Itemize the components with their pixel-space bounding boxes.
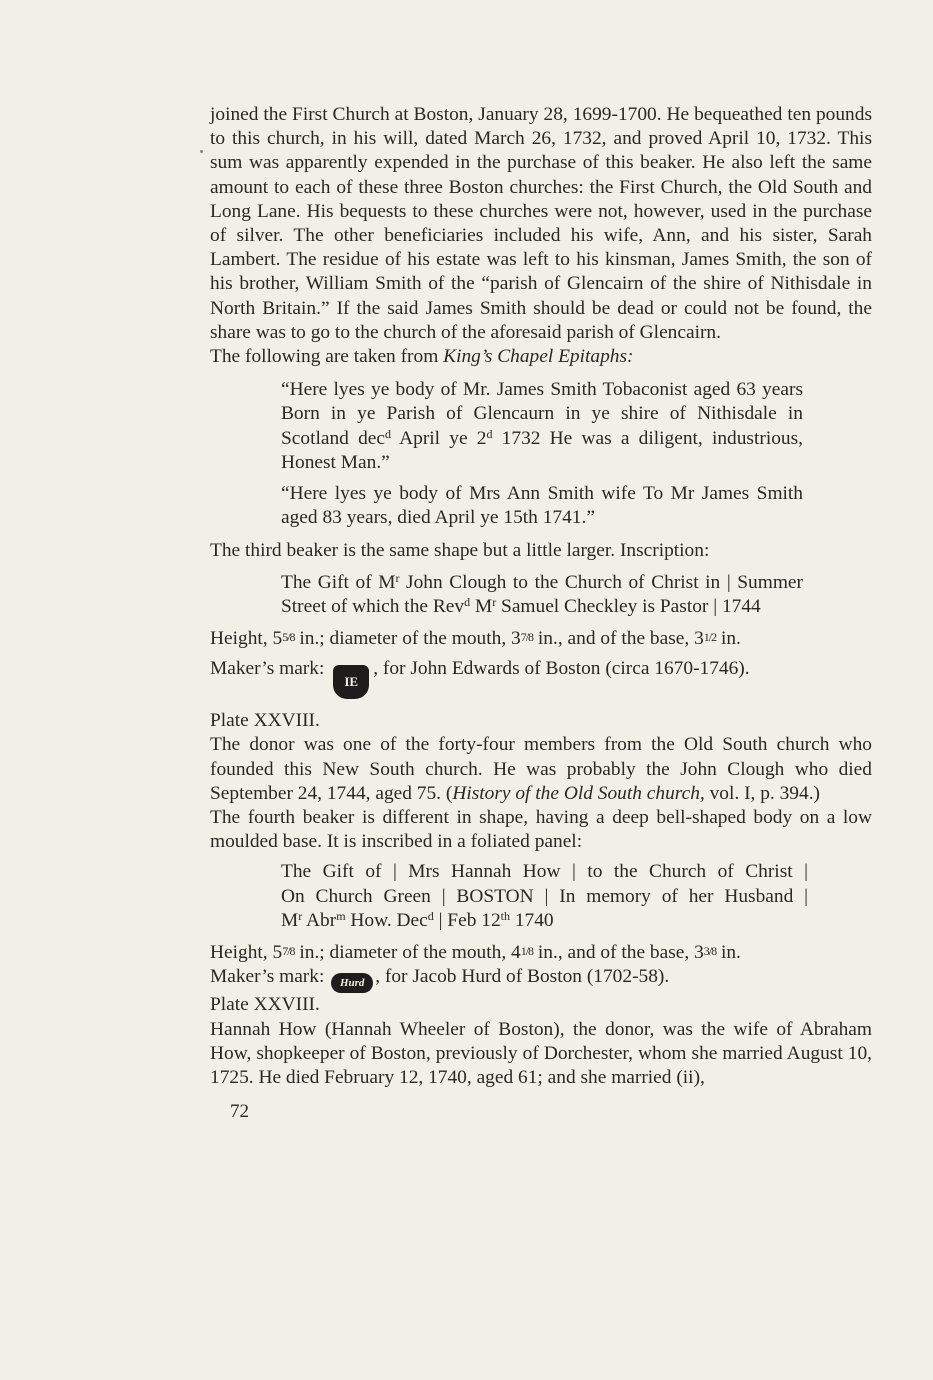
dimensions-fourth-beaker: Height, 57/8 in.; diameter of the mouth, 41/8 in., and of the base, 33/8 in. [210,942,741,964]
margin-speck [200,150,203,153]
inscription-clough: The Gift of $M^r$ John Clough to the Church of Christ in | Summer Street of which the Rev$^d$ $M^r$ Samuel Checkley is Pastor | 1744 [281,570,803,617]
maker-mark-edwards: Maker’s mark: IE, for John Edwards of Boston (circa 1670-1746). [210,657,872,699]
maker-mark-ie-icon: IE [333,665,369,699]
intro-text: The following are taken from [210,346,444,368]
inscription-how: The Gift of | Mrs Hannah How | to the Church of Christ | On Church Green | BOSTON | In memory of her Husband | $M^r$ Abr$^m$ How. Dec$^d$ | Feb 12th 1740 [281,861,808,931]
epitaph-james-smith: “Here lyes ye body of Mr. James Smith Tobaconist aged 63 years Born in ye Parish of Glencaurn in ye shire of Nithisdale in Scotland dec$^d$ April ye 2$^d$ 1732 He was a diligent, industrious, Honest Man.” [281,379,803,473]
page-number: 72 [230,1101,249,1122]
book-title: King’s Chapel Epitaphs: [443,346,634,368]
epitaph-block [281,378,803,530]
plate-reference-2: Plate XXVIII. [210,994,320,1016]
maker-mark-hurd: Maker’s mark: Hurd , for Jacob Hurd of Boston (1702-58). [210,965,872,993]
paragraph-epitaphs-intro [210,345,872,369]
maker-mark-hurd-icon: Hurd [331,973,373,993]
body-text [210,103,872,1090]
paragraph-hannah-how: Hannah How (Hannah Wheeler of Boston), the donor, was the wife of Abraham How, shopkeeper of Boston, previously of Dorchester, whom she married August 10, 1725. He died February 12, 1740, aged 61; and she married (ii), [210,1018,872,1088]
paragraph-fourth-beaker: The fourth beaker is different in shape, having a deep bell-shaped body on a low moulded base. It is inscribed in a foliated panel: [210,807,872,853]
paragraph-smith-will: joined the First Church at Boston, January 28, 1699-1700. He bequeathed ten pounds to this church, in his will, dated March 26, 1732, and proved April 10, 1732. This sum was apparently expended in the purchase of this beaker. He also left the same amount to each of these three Boston churches: the First Church, the Old South and Long Lane. His bequests to these churches were not, however, used in the purchase of silver. The other beneficiaries included his wife, Ann, and his sister, Sarah Lambert. The residue of his estate was left to his kinsman, James Smith, the son of his brother, William Smith of the “parish of Glencairn of the shire of Nithisdale in North Britain.” If the said James Smith should be dead or could not be found, the share was to go to the church of the aforesaid parish of Glencairn. [210,104,872,343]
epitaph-ann-smith: “Here lyes ye body of Mrs Ann Smith wife To Mr James Smith aged 83 years, died April ye 15th 1741.” [281,483,803,529]
dimensions-third-beaker: Height, 55/8 in.; diameter of the mouth, 37/8 in., and of the base, 31/2 in. [210,628,741,650]
plate-reference: Plate XXVIII. [210,710,320,732]
paragraph-third-beaker: The third beaker is the same shape but a little larger. Inscription: [210,540,710,562]
paragraph-clough-donor: The donor was one of the forty-four members from the Old South church who founded this New South church. He was probably the John Clough who died September 24, 1744, aged 75. (History of the Old South church, vol. I, p. 394.) [210,734,872,804]
